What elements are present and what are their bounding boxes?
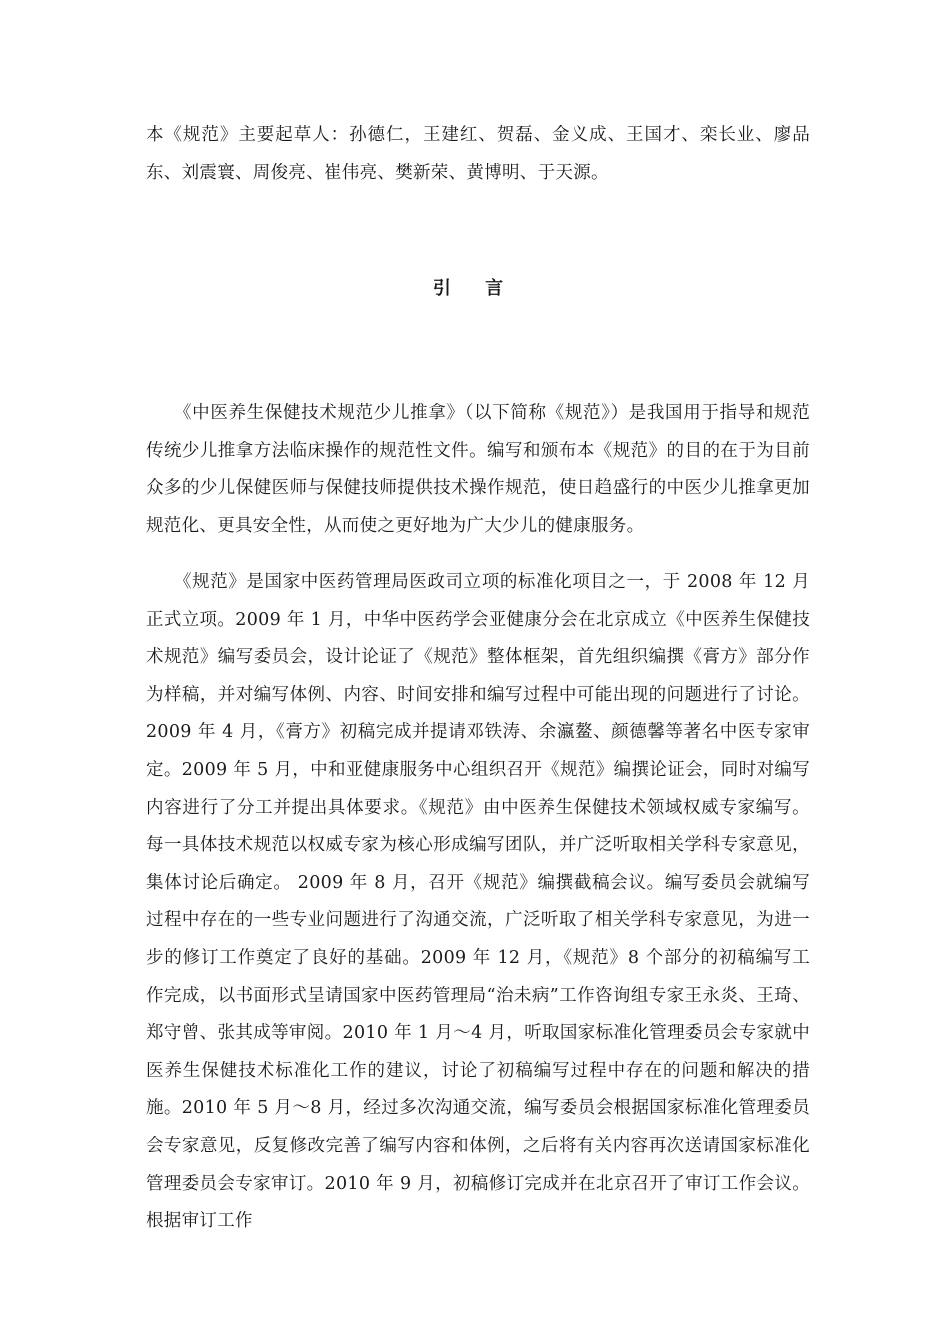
intro-paragraph-1: 《中医养生保健技术规范少儿推拿》（以下简称《规范》）是我国用于指导和规范传统少儿推拿方法临床操作的规范性文件。编写和颁布本《规范》的目的在于为目前众多的少儿保健医师与保健技师提供技术操作规范，使日趋盛行的中医少儿推拿更加规范化、更具安全性，从而使之更好地为广大少儿的健康服务。 [146,403,810,536]
intro-paragraph-2: 《规范》是国家中医药管理局医政司立项的标准化项目之一，于 2008 年 12 月正式立项。2009 年 1 月，中华中医药学会亚健康分会在北京成立《中医养生保健技术规范》编写委员会，设计论证了《规范》整体框架，首先组织编撰《膏方》部分作为样稿，并对编写体例、内容、时间安排和编写过程中可能出现的问题进行了讨论。2009 年 4 月，《膏方》初稿完成并提请邓铁涛、余瀛鳌、颜德馨等著名中医专家审定。2009 年 5 月，中和亚健康服务中心组织召开《规范》编撰论证会，同时对编写内容进行了分工并提出具体要求。《规范》由中医养生保健技术领域权威专家编写。每一具体技术规范以权威专家为核心形成编写团队，并广泛听取相关学科专家意见，集体讨论后确定。 2009 年 8 月，召开《规范》编撰截稿会议。编写委员会就编写过程中存在的一些专业问题进行了沟通交流，广泛听取了相关学科专家意见，为进一步的修订工作奠定了良好的基础。2009 年 12 月，《规范》8 个部分的初稿编写工作完成，以书面形式呈请国家中医药管理局“治未病”工作咨询组专家王永炎、王琦、郑守曾、张其成等审阅。2010 年 1 月～4 月，听取国家标准化管理委员会专家就中医养生保健技术标准化工作的建议，讨论了初稿编写过程中存在的问题和解决的措施。2010 年 5 月～8 月，经过多次沟通交流，编写委员会根据国家标准化管理委员会专家意见，反复修改完善了编写内容和体例，之后将有关内容再次送请国家标准化管理委员会专家审订。2010 年 9 月，初稿修订完成并在北京召开了审订工作会议。根据审订工作 [146,572,810,1232]
section-title-introduction: 引 言 [432,278,518,299]
drafters-list: 本《规范》主要起草人：孙德仁，王建红、贺磊、金义成、王国才、栾长业、廖品东、刘震寰、周俊亮、崔伟亮、樊新荣、黄博明、于天源。 [146,125,810,183]
